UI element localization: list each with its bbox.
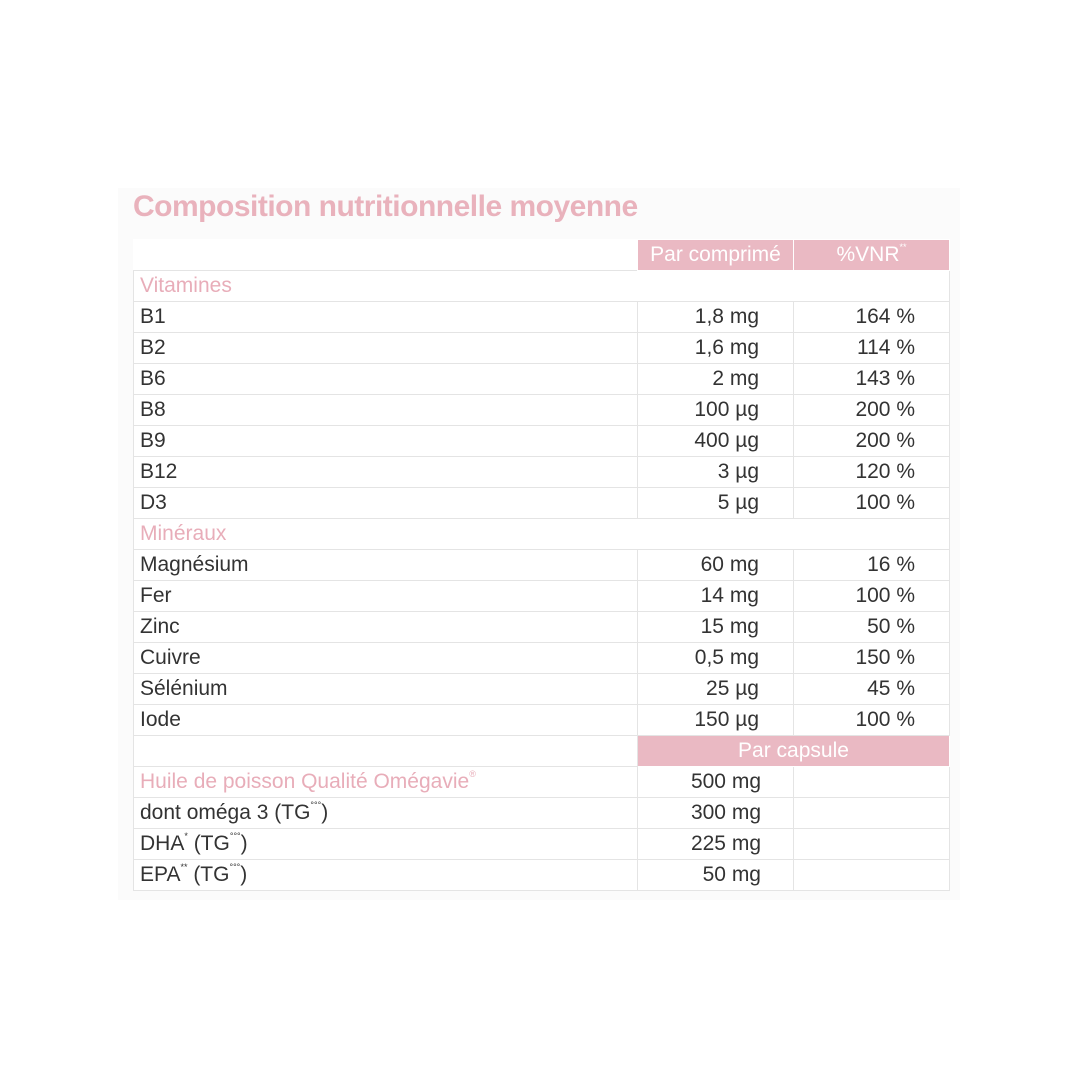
nutrient-vnr: 164 % bbox=[794, 302, 950, 333]
minerals-rows bbox=[134, 550, 950, 736]
table-row bbox=[134, 643, 950, 674]
nutrient-amount: 2 mg bbox=[638, 364, 794, 395]
nutrient-amount: 60 mg bbox=[638, 550, 794, 581]
fish-oil-label: Huile de poisson Qualité Omégavie® bbox=[134, 767, 638, 798]
nutrient-name: B2 bbox=[134, 333, 638, 364]
nutrient-amount: 15 mg bbox=[638, 612, 794, 643]
nutrient-vnr: 120 % bbox=[794, 457, 950, 488]
nutrient-amount: 400 µg bbox=[638, 426, 794, 457]
header-vnr: %VNR** bbox=[794, 240, 950, 271]
nutrient-vnr: 100 % bbox=[794, 488, 950, 519]
nutrient-name: EPA** (TG°°°) bbox=[134, 860, 638, 891]
table-row bbox=[134, 488, 950, 519]
nutrient-vnr: 200 % bbox=[794, 426, 950, 457]
page-title: Composition nutritionnelle moyenne bbox=[133, 190, 638, 223]
table-row bbox=[134, 612, 950, 643]
table-row bbox=[134, 333, 950, 364]
nutrient-amount: 150 µg bbox=[638, 705, 794, 736]
capsule-header-row bbox=[134, 736, 950, 767]
nutrient-name: B1 bbox=[134, 302, 638, 333]
nutrient-amount: 225 mg bbox=[638, 829, 794, 860]
table-header-row bbox=[134, 240, 950, 271]
nutrient-vnr: 150 % bbox=[794, 643, 950, 674]
table-row bbox=[134, 860, 950, 891]
table-row bbox=[134, 581, 950, 612]
nutrient-amount: 50 mg bbox=[638, 860, 794, 891]
section-label: Vitamines bbox=[134, 271, 950, 302]
nutrient-name: Sélénium bbox=[134, 674, 638, 705]
nutrient-vnr: 100 % bbox=[794, 581, 950, 612]
table-row bbox=[134, 550, 950, 581]
nutrition-table bbox=[133, 239, 950, 891]
table-row bbox=[134, 426, 950, 457]
nutrient-amount: 100 µg bbox=[638, 395, 794, 426]
nutrient-vnr: 143 % bbox=[794, 364, 950, 395]
nutrient-name: B9 bbox=[134, 426, 638, 457]
nutrient-amount: 5 µg bbox=[638, 488, 794, 519]
header-per-capsule: Par capsule bbox=[638, 736, 950, 767]
table-row bbox=[134, 705, 950, 736]
table-row bbox=[134, 395, 950, 426]
section-label: Minéraux bbox=[134, 519, 950, 550]
nutrient-name: D3 bbox=[134, 488, 638, 519]
nutrient-vnr: 45 % bbox=[794, 674, 950, 705]
fish-oil-row bbox=[134, 767, 950, 798]
table-row bbox=[134, 798, 950, 829]
nutrient-name: B6 bbox=[134, 364, 638, 395]
section-row-minerals bbox=[134, 519, 950, 550]
nutrient-name: Iode bbox=[134, 705, 638, 736]
section-row-vitamins bbox=[134, 271, 950, 302]
fish-oil-rows bbox=[134, 798, 950, 891]
table-row bbox=[134, 457, 950, 488]
table-row bbox=[134, 674, 950, 705]
nutrient-vnr: 16 % bbox=[794, 550, 950, 581]
header-per-tablet: Par comprimé bbox=[638, 240, 794, 271]
nutrient-name: Zinc bbox=[134, 612, 638, 643]
nutrient-amount: 1,8 mg bbox=[638, 302, 794, 333]
nutrient-amount: 1,6 mg bbox=[638, 333, 794, 364]
table-row bbox=[134, 364, 950, 395]
fish-oil-amount: 500 mg bbox=[638, 767, 794, 798]
nutrient-amount: 300 mg bbox=[638, 798, 794, 829]
table-row bbox=[134, 829, 950, 860]
nutrient-name: Fer bbox=[134, 581, 638, 612]
nutrient-name: Magnésium bbox=[134, 550, 638, 581]
vitamins-rows bbox=[134, 302, 950, 519]
nutrient-name: dont oméga 3 (TG°°°) bbox=[134, 798, 638, 829]
nutrient-name: DHA* (TG°°°) bbox=[134, 829, 638, 860]
nutrient-amount: 0,5 mg bbox=[638, 643, 794, 674]
nutrient-name: B8 bbox=[134, 395, 638, 426]
nutrient-vnr: 200 % bbox=[794, 395, 950, 426]
nutrient-amount: 25 µg bbox=[638, 674, 794, 705]
table-row bbox=[134, 302, 950, 333]
nutrient-vnr: 114 % bbox=[794, 333, 950, 364]
nutrient-amount: 14 mg bbox=[638, 581, 794, 612]
nutrient-amount: 3 µg bbox=[638, 457, 794, 488]
nutrient-vnr: 100 % bbox=[794, 705, 950, 736]
nutrient-name: Cuivre bbox=[134, 643, 638, 674]
nutrient-vnr: 50 % bbox=[794, 612, 950, 643]
nutrient-name: B12 bbox=[134, 457, 638, 488]
